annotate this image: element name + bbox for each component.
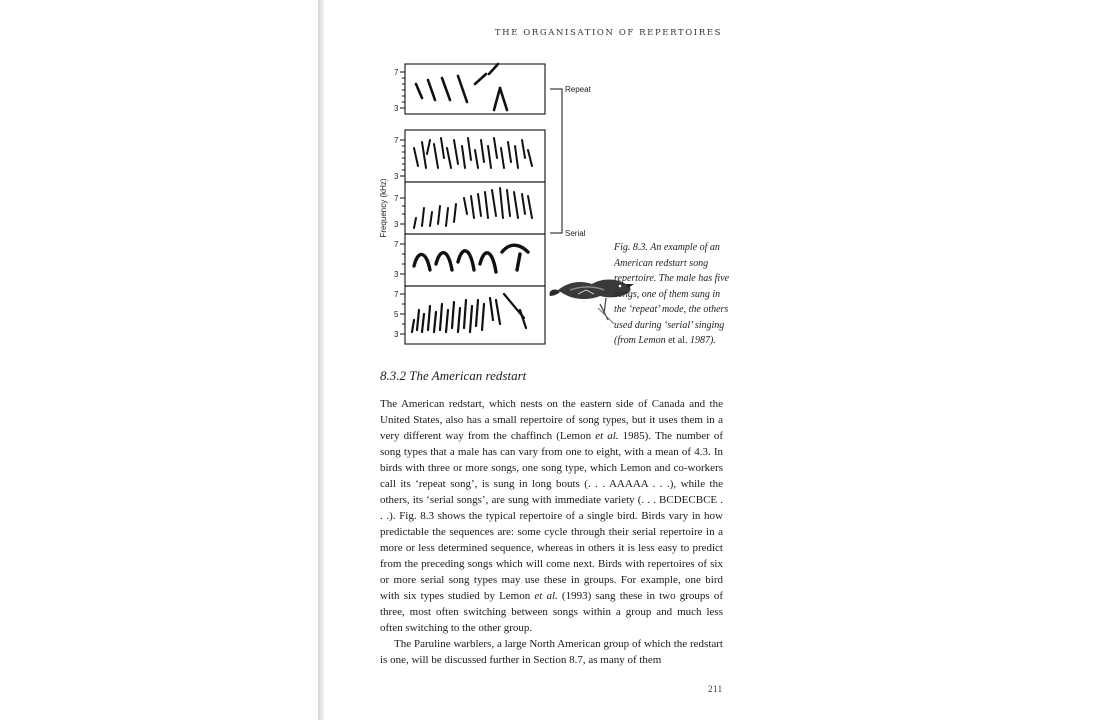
paragraph (380, 396, 723, 636)
paragraph-etal: et al. (595, 430, 619, 442)
page-number: 211 (708, 684, 723, 694)
running-head: THE ORGANISATION OF REPERTOIRES (494, 28, 722, 38)
serial-label: Serial (565, 229, 586, 238)
paragraph-text: (1993) sang these in two groups of three, most often switching between songs within a group and much less often switching to the other group. (380, 590, 724, 634)
sonogram-panel-1 (394, 64, 545, 114)
caption-text-1: An example of an American redstart song repertoire. The male has five songs, one of them sung in the ‘repeat’ mode, the others used during ‘serial’ singing (from Lemon (614, 242, 730, 346)
y-axis-label: Frequency (kHz) (379, 178, 388, 238)
tick-label: 3 (394, 270, 399, 279)
tick-label: 3 (394, 104, 399, 113)
tick-label: 3 (394, 172, 399, 181)
paragraph-text: The Paruline warblers, a large North American group of which the redstart is one, will be discussed further in Section 8.7, as many of them (380, 638, 723, 666)
paragraph-etal: et al. (534, 590, 558, 602)
tick-label: 3 (394, 330, 399, 339)
body-text (380, 396, 723, 668)
sonogram-panel-5 (394, 286, 545, 344)
tick-label: 7 (394, 136, 399, 145)
section-heading: 8.3.2 The American redstart (380, 368, 527, 383)
book-page (324, 0, 780, 720)
caption-text-2: 1987). (690, 335, 716, 346)
paragraph-text: The American redstart, which nests on the eastern side of Canada and the United States, also has a small repertoire of song types, but it uses them in a very different way from the chaffinch (Lemon (380, 398, 723, 442)
tick-label: 7 (394, 240, 399, 249)
repeat-label: Repeat (565, 85, 591, 94)
caption-prefix: Fig. 8.3. (614, 242, 648, 253)
sonogram-panel-4 (394, 234, 545, 286)
tick-label: 7 (394, 194, 399, 203)
caption-etal: et al. (668, 335, 688, 346)
sonogram-panel-2 (394, 130, 545, 182)
figure-caption (614, 240, 732, 349)
tick-label: 7 (394, 290, 399, 299)
tick-label: 7 (394, 68, 399, 77)
tick-label: 3 (394, 220, 399, 229)
paragraph-text: 1985). The number of song types that a male has can vary from one to eight, with a mean of 4.3. In birds with three or more songs, one song type, which Lemon and co-workers call its ‘repeat song’, is sung in long bouts (. . . AAAAA . . .), while the others, its ‘serial songs’, are sung with immediate variety (. . . BCDECBCE . . .). Fig. 8.3 shows the typical repertoire of a single bird. Birds vary in how predictable the sequences are: some cycle through their serial repertoire in a more or less determined sequence, whereas in others it is less easy to predict from the preceding songs which will come next. Birds with repertoires of six or more serial song types may use these in groups. For example, one bird with six types studied by Lemon (380, 430, 724, 602)
sonogram-panel-3 (394, 182, 545, 234)
tick-label: 5 (394, 310, 399, 319)
repeat-serial-bracket (550, 89, 562, 233)
paragraph (380, 636, 723, 668)
